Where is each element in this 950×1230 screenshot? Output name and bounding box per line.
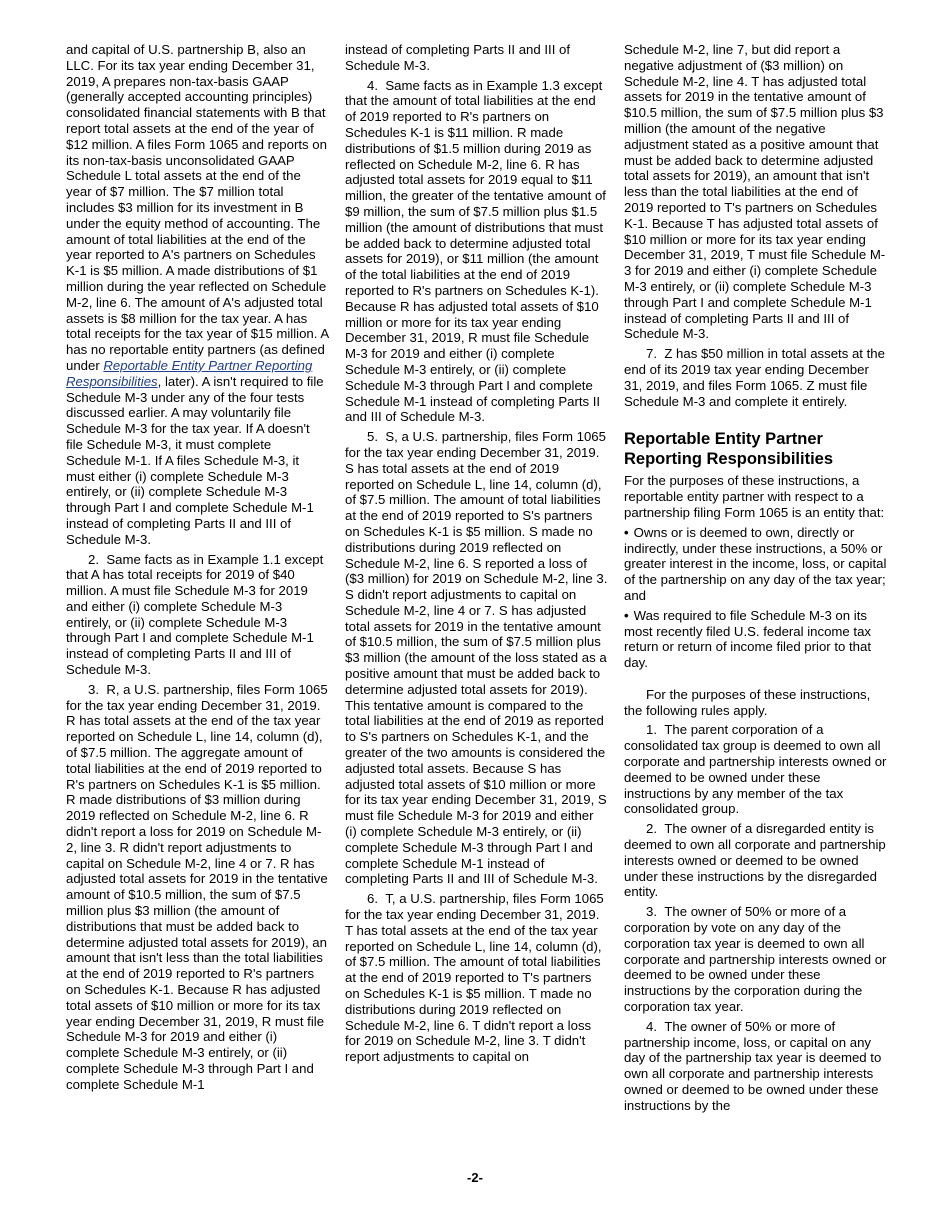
reportable-entity-partner-link[interactable]: Reportable Entity Partner Reporting Responsibilities: [66, 357, 313, 389]
bullet-item: • Owns or is deemed to own, directly or indirectly, under these instructions, a 50% or greater interest in the income, loss, or capital of the partnership on any day of the tax year; and: [624, 524, 887, 603]
example-7: 7. Z has $50 million in total assets at the end of its 2019 tax year ending December 31, 2019, and files Form 1065. Z must file Schedule M-3 and complete it entirely.: [624, 346, 885, 409]
column-right: [624, 42, 888, 1118]
example-6: 6. T, a U.S. partnership, files Form 1065 for the tax year ending December 31, 2019. T has total assets at the end of the tax year reported on Schedule L, line 14, column (d), of $7.5 million. The amount of total liabilities at the end of 2019 reported to T's partners on Schedules K-1 is $5 million. T made no distributions during 2019 reflected on Schedule M-2, line 6. T didn't report a loss for 2019 on Schedule M-2, line 3. T didn't report adjustments to capital on: [345, 891, 604, 1065]
rule-1: 1. The parent corporation of a consolidated tax group is deemed to own all corporate and partnership interests owned or deemed to be owned under these instructions by any member of the tax consolidated group.: [624, 722, 887, 817]
example-6-continued: Schedule M-2, line 7, but did report a negative adjustment of ($3 million) on Schedule M-2, line 4. T has adjusted total assets for 2019 in the tentative amount of $10.5 million, the sum of $7.5 million plus $3 million (the amount of the negative adjustment stated as a positive amount that must be added back to determine adjusted total assets for 2019), an amount that isn't less than the total liabilities at the end of 2019 reported to T's partners on Schedules K-1. Because T has adjusted total assets of $10 million or more for its tax year ending December 31, 2019, T must file Schedule M-3 for 2019 and either (i) complete Schedule M-3 entirely, or (ii) complete Schedule M-3 through Part I and complete Schedule M-1 instead of completing Parts II and III of Schedule M-3.: [624, 42, 886, 342]
rules-intro: For the purposes of these instructions, the following rules apply.: [624, 686, 871, 718]
rule-2: 2. The owner of a disregarded entity is deemed to own all corporate and partnership interests owned or deemed to be owned under these instructions by the disregarded entity.: [624, 821, 886, 900]
example-5: 5. S, a U.S. partnership, files Form 1065 for the tax year ending December 31, 2019. S has total assets at the end of 2019 reported on Schedule L, line 14, column (d), of $7.5 million. The amount of total liabilities at the end of 2019 reported to S's partners on Schedules K-1 is $5 million. S made no distributions during 2019 reflected on Schedule M-2, line 6. S reported a loss of ($3 million) for 2019 on Schedule M-2, line 3. S didn't report adjustments to capital on Schedule M-2, line 4 or 7. S has adjusted total assets for 2019 in the tentative amount of $10.5 million, the sum of $7.5 million plus $3 million (the amount of the loss stated as a positive amount that must be added back to determine adjusted total assets for 2019). This tentative amount is compared to the total liabilities at the end of 2019 as reported to S's partners on Schedules K-1, and the greater of the two amounts is considered the adjusted total assets. Because S has adjusted total assets of $10 million or more for its tax year ending December 31, 2019, S must file Schedule M-3 for 2019 and either (i) complete Schedule M-3 entirely, or (ii) complete Schedule M-3 through Part I and complete Schedule M-1 instead of completing Parts II and III of Schedule M-3.: [345, 429, 608, 887]
example-3-continued: instead of completing Parts II and III of Schedule M-3.: [345, 42, 571, 73]
example-3: 3. R, a U.S. partnership, files Form 1065 for the tax year ending December 31, 2019. R has total assets at the end of the tax year reported on Schedule L, line 14, column (d), of $7.5 million. The aggregate amount of total liabilities at the end of 2019 reported to R's partners on Schedules K-1 is $5 million. R made distributions of $3 million during 2019 reflected on Schedule M-2, line 6. R didn't report a loss for 2019 on Schedule M-2, line 3. R didn't report adjustments to capital on Schedule M-2, line 4 or 7. R has adjusted total assets for 2019 in the tentative amount of $10.5 million, the sum of $7.5 million plus $3 million (the amount of distributions that must be added back to determine adjusted total assets for 2019), an amount that isn't less than the total liabilities at the end of 2019 reported to R's partners on Schedules K-1. Because R has adjusted total assets of $10 million or more for its tax year ending December 31, 2019, R must file Schedule M-3 for 2019 and either (i) complete Schedule M-3 entirely, or (ii) complete Schedule M-3 through Part I and complete Schedule M-1: [66, 681, 328, 1092]
rule-4: 4. The owner of 50% or more of partnership income, loss, or capital on any day of the partnership tax year is deemed to own all corporate and partnership interests owned or deemed to be owned under these instructions by the: [624, 1018, 882, 1113]
bullet-item: • Was required to file Schedule M-3 on its most recently filed U.S. federal income tax return or return of income filed prior to that day.: [624, 607, 872, 671]
bullet-icon: •: [624, 607, 629, 623]
column-left: [66, 42, 329, 1097]
bullet-icon: •: [624, 524, 629, 540]
definition-intro: For the purposes of these instructions, a reportable entity partner with respect to a partnership filing Form 1065 is an entity that:: [624, 473, 885, 520]
rule-3: 3. The owner of 50% or more of a corporation by vote on any day of the corporation tax year is deemed to own all corporate and partnership interests owned or deemed to be owned under these instructions by the corporation during the corporation tax year.: [624, 904, 887, 1015]
example-1-continued: and capital of U.S. partnership B, also an LLC. For its tax year ending December 31, 2019, A prepares non-tax-basis GAAP (generally accepted accounting principles) consolidated financial statements with B that report total assets at the end of the year of $12 million. A files Form 1065 and reports on its non-tax-basis unconsolidated GAAP Schedule L total assets at the end of the year of $7 million. The $7 million total includes $3 million for its investment in B under the equity method of accounting. The amount of total liabilities at the end of the year reported to A's partners on Schedules K-1 is $5 million. A made distributions of $1 million during the year reflected on Schedule M-2, line 6. The amount of A's adjusted total assets is $8 million for the tax year. A has total receipts for the tax year of $15 million. A has no reportable entity partners (as defined under Reportable Entity Partner Reporting Responsibilities, later). A isn't required to file Schedule M-3 under any of the four tests discussed earlier. A may voluntarily file Schedule M-3 for the tax year. If A doesn't file Schedule M-3, it must complete Schedule M-1. If A files Schedule M-3, it must either (i) complete Schedule M-3 entirely, or (ii) complete Schedule M-3 through Part I and complete Schedule M-1 instead of completing Parts II and III of Schedule M-3.: [66, 42, 329, 547]
section-heading: Reportable Entity Partner Reporting Responsibilities: [624, 430, 834, 469]
column-middle: [345, 42, 608, 1069]
example-4: 4. Same facts as in Example 1.3 except that the amount of total liabilities at the end of 2019 reported to R's partners on Schedules K-1 is $11 million. R made distributions of $1.5 million during 2019 as reflected on Schedule M-2, line 6. R has adjusted total assets for 2019 equal to $11 million, the greater of the tentative amount of $9 million, the sum of $7.5 million plus $1.5 million (the amount of distributions that must be added back to determine adjusted total assets for 2019), or $11 million (the amount of the total liabilities at the end of 2019 reported to R's partners on Schedules K-1). Because R has adjusted total assets of $10 million or more for its tax year ending December 31, 2019, R must file Schedule M-3 for 2019 and either (i) complete Schedule M-3 entirely, or (ii) complete Schedule M-3 through Part I and complete Schedule M-1 instead of completing Parts II and III of Schedule M-3.: [345, 77, 606, 425]
spacer: [624, 675, 888, 687]
example-2: 2. Same facts as in Example 1.1 except that A has total receipts for 2019 of $40 million. A must file Schedule M-3 for 2019 and either (i) complete Schedule M-3 entirely, or (ii) complete Schedule M-3 through Part I and complete Schedule M-1 instead of completing Parts II and III of Schedule M-3.: [66, 551, 324, 678]
page-number: -2-: [467, 1170, 483, 1185]
